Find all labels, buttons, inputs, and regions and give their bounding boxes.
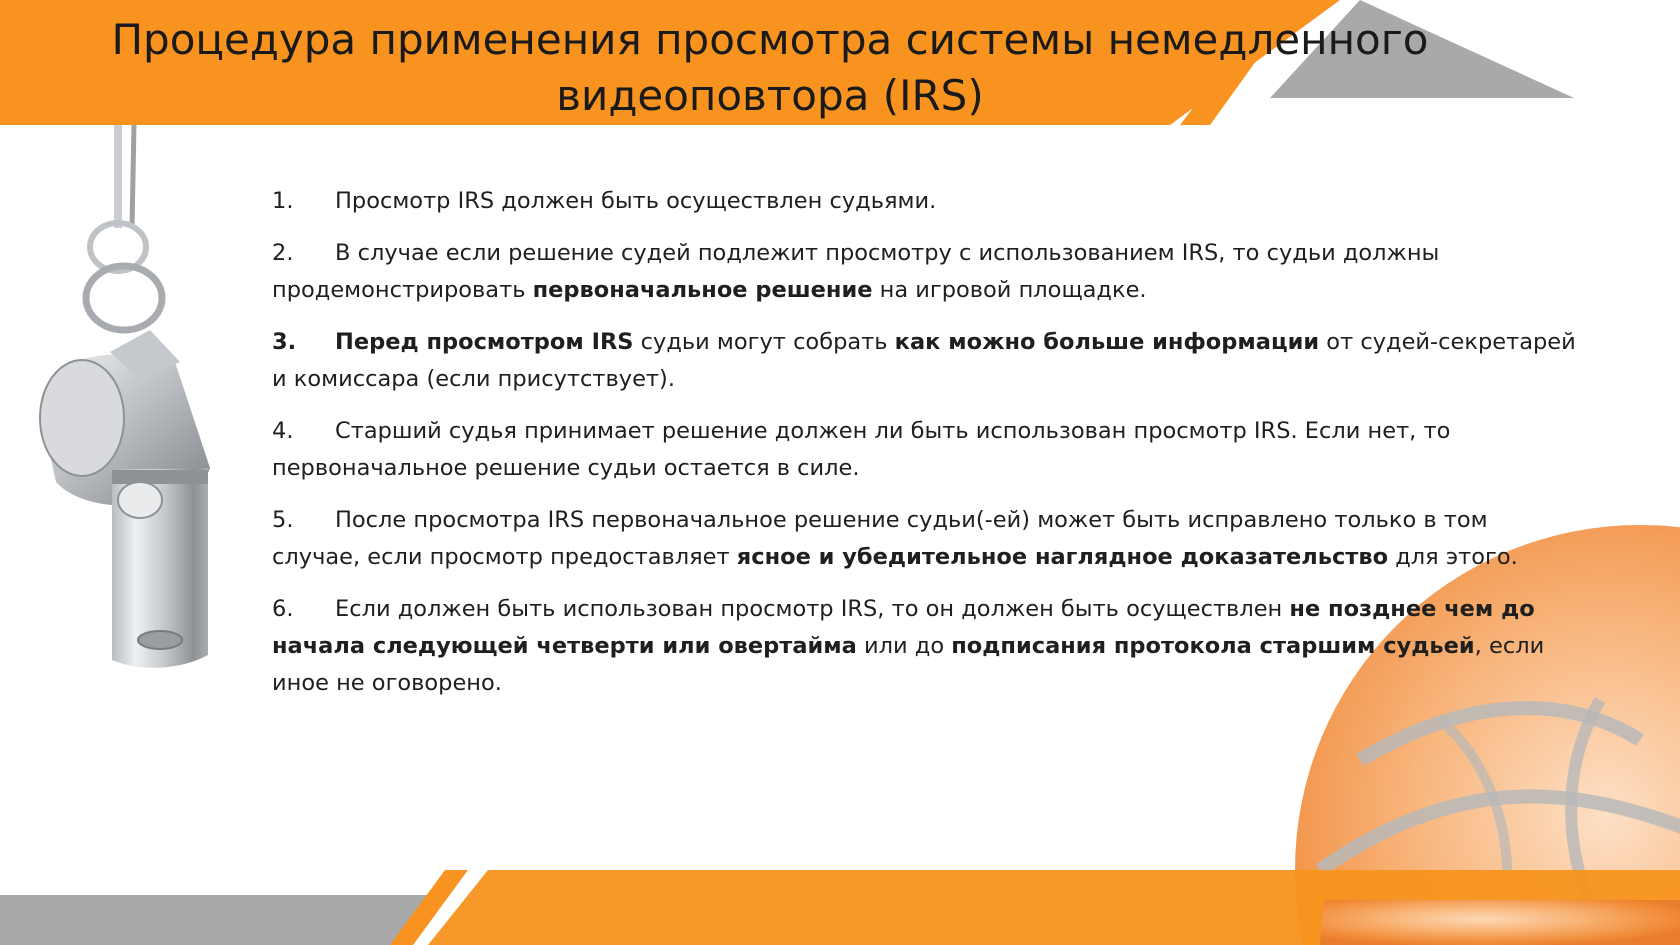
rule-item <box>272 235 1582 309</box>
rule-text: Просмотр IRS должен быть осуществлен судьями. <box>335 188 937 214</box>
rule-text-bold: подписания протокола старшим судьей <box>951 633 1475 659</box>
rule-text: Если должен быть использован просмотр IRS, то он должен быть осуществлен <box>335 596 1290 622</box>
rule-text: После просмотра IRS первоначальное решение судьи(-ей) может быть исправлено только в том случае, если просмотр предоставляет <box>272 507 1488 570</box>
rule-number: 1. <box>272 188 294 214</box>
rule-text: Старший судья принимает решение должен ли быть использован просмотр IRS. Если нет, то первоначальное решение судьи остается в силе. <box>272 418 1451 481</box>
rule-text: , если иное не оговорено. <box>272 633 1545 696</box>
rule-text: для этого. <box>1388 544 1518 570</box>
rule-text-bold: как можно больше информации <box>894 329 1320 355</box>
rule-text: или до <box>856 633 952 659</box>
bottom-gray-band <box>0 895 440 945</box>
rules-list <box>272 183 1582 717</box>
rule-text: на игровой площадке. <box>872 277 1147 303</box>
rule-number: 2. <box>272 240 294 266</box>
rule-text: В случае если решение судей подлежит просмотру с использованием IRS, то судьи должны продемонстрировать <box>272 240 1440 303</box>
rule-number: 3. <box>272 329 297 355</box>
rule-number: 4. <box>272 418 294 444</box>
slide-title-line-2: видеоповтора (IRS) <box>556 71 984 120</box>
rule-number: 6. <box>272 596 294 622</box>
rule-text: от судей-секретарей и комиссара (если присутствует). <box>272 329 1576 392</box>
slide-title-line-1: Процедура применения просмотра системы немедленного <box>111 15 1429 64</box>
rule-text-bold: не позднее чем до начала следующей четверти или овертайма <box>272 596 1535 659</box>
rule-item <box>272 183 1582 220</box>
rule-item <box>272 324 1582 398</box>
rule-item <box>272 502 1582 576</box>
rule-item <box>272 591 1582 702</box>
rule-number: 5. <box>272 507 294 533</box>
rule-text: судьи могут собрать <box>633 329 895 355</box>
whistle-image <box>40 125 210 668</box>
rule-text-bold: Перед просмотром IRS <box>335 329 634 355</box>
rule-text-bold: ясное и убедительное наглядное доказательство <box>736 544 1389 570</box>
rule-item <box>272 413 1582 487</box>
slide-title <box>60 12 1480 124</box>
rule-text-bold: первоначальное решение <box>532 277 873 303</box>
